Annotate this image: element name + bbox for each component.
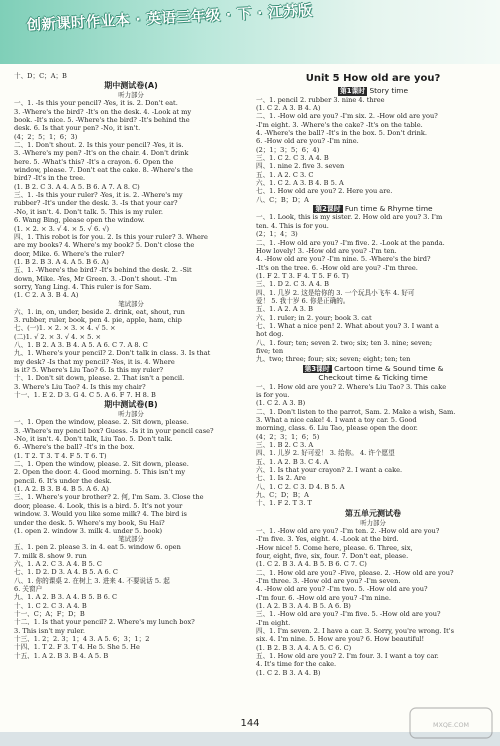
answer-line: 三、1. C 2. C 3. A 4. B xyxy=(256,153,329,162)
answer-line: (2；1；4；3) xyxy=(256,230,298,239)
answer-line: 六、1. ruler; in 2. your; book 3. cat xyxy=(256,313,372,322)
answer-line: 五、1. A 2. A 3. B xyxy=(256,305,313,314)
answer-line: 五、1. pen 2. please 3. in 4. eat 5. window 6. open xyxy=(14,543,181,552)
answer-line: 九、two; three; four; six; seven; eight; ten; ten xyxy=(256,355,411,364)
answer-line: (2；1；3；5；6；4) xyxy=(256,145,320,154)
answer-line: 4. -Where's the ball? -It's in the box. 5. Don't drink. xyxy=(256,128,427,137)
book-title: 创新课时作业本 · 英语三年级 · 下 · 江苏版 xyxy=(26,3,313,34)
lesson-title: Fun time & Rhyme time xyxy=(344,203,433,213)
answer-line: hot dog. xyxy=(256,330,284,339)
answer-line: (1. T 2. T 3. T 4. F 5. T 6. T) xyxy=(14,451,107,460)
answer-line: 十一、C；A；F；D；B xyxy=(14,609,85,618)
answer-line: (1. C 2. A 3. B) xyxy=(256,399,306,408)
answer-line: 六、1. Is that your crayon? 2. I want a cake. xyxy=(256,466,403,475)
lesson-title-continued: Checkout time & Ticking time xyxy=(318,373,428,383)
answer-line: 6. Wang Bing, please open the window. xyxy=(14,216,145,225)
answer-line: 八、1. B 2. A 3. B 4. A 5. A 6. C 7. A 8. C xyxy=(14,340,148,349)
answer-line: (1. B 2. B 3. A 4. A 5. C 6. C) xyxy=(256,643,352,652)
answer-line: 七、(一)1. × 2. × 3. × 4. √ 5. × xyxy=(14,324,116,333)
answer-line: 一、1. Open the window, please. 2. Sit down, please. xyxy=(14,418,189,427)
answer-line: 6. 关窗户 xyxy=(14,584,43,593)
answer-line: 3. -Where's my pen? -It's on the chair. 4. Don't drink xyxy=(14,149,189,158)
section-heading: 期中测试卷(B) xyxy=(104,400,158,410)
answer-line: 一、1. How old are you? 2. Where's Liu Tao? 3. This cake xyxy=(256,382,447,391)
answer-line: -I'm three. 3. -How old are you? -I'm seven. xyxy=(256,576,401,585)
answer-line: 十五、1. A 2. B 3. B 4. A 5. B xyxy=(14,651,109,660)
answer-line: 二、1. Don't shout. 2. Is this your pencil? -Yes, it is. xyxy=(14,141,184,150)
answer-line: 七、1. D 2. D 3. A 4. B 5. A 6. C xyxy=(14,568,118,577)
answer-line: 爱！ 5. 我十岁 6. 你是正确的。 xyxy=(256,296,350,305)
lesson-heading xyxy=(256,364,490,374)
answer-line: 二、1. How old are you? -Five, please. 2. -How old are you? xyxy=(256,568,454,577)
answer-line: 五、1. -Where's the bird? -It's behind the desk. 2. -Sit xyxy=(14,266,192,275)
answer-line: 五、1. A 2. C 3. C xyxy=(256,170,314,179)
answer-line: (1. C 2. B 3. A 4. B) xyxy=(256,668,321,677)
answer-line: 4. -How old are you? -I'm two. 5. -How old are you? xyxy=(256,585,428,594)
answer-line: 四、1. 几岁 2. 这是给你的 3. 一个玩具小飞车 4. 好可 xyxy=(256,288,415,297)
answer-line: 3. rubber, ruler, book, pen 4. pie, apple, ham, chip xyxy=(14,315,182,324)
subsection-heading: 笔试部分 xyxy=(118,299,144,308)
answer-line: are my books? 4. Where's my book? 5. Don't close the xyxy=(14,241,195,250)
answer-line: (1. open 2. window 3. milk 4. under 5. book) xyxy=(14,526,163,535)
answer-line: (1. × 2. × 3. √ 4. × 5. √ 6. √) xyxy=(14,224,110,233)
answer-line: 一、1. pencil 2. rubber 3. nine 4. three xyxy=(256,95,385,104)
answer-line: 一、1. -How old are you? -I'm ten. 2. -How old are you? xyxy=(256,526,440,535)
subsection-heading: 听力部分 xyxy=(118,410,144,419)
answer-line: my desk? -Is that my pencil? -Yes, it is. 4. Where xyxy=(14,357,175,366)
answer-line: 七、1. What a nice pen! 2. What about you? 3. I want a xyxy=(256,321,439,330)
answer-line: 六、1. in, on, under, beside 2. drink, eat, shout, run xyxy=(14,307,185,316)
answer-line: (1. C 2. B 3. A 4. B 5. B 6. C 7. C) xyxy=(256,560,367,569)
answer-line: 七、1. Is 2. Are xyxy=(256,474,306,483)
answer-line: 3. This isn't my ruler. xyxy=(14,626,85,635)
answer-line: 三、1. Where's your brother? 2. 何, I'm Sam. 3. Close the xyxy=(14,493,204,502)
lesson-badge: 第1课时 xyxy=(339,87,366,95)
answer-line: 三、1. D 2. C 3. A 4. B xyxy=(256,280,329,289)
answer-line: 九、1. Where's your pencil? 2. Don't talk in class. 3. Is that xyxy=(14,349,211,358)
answer-line: 八、1. C 2. C 3. D 4. B 5. A xyxy=(256,482,345,491)
answer-line: 六、1. A 2. C 3. A 4. B 5. C xyxy=(14,559,102,568)
answer-line: 十、1. C 2. C 3. A 4. B xyxy=(14,601,87,610)
lesson-heading xyxy=(256,204,490,214)
answer-line: 3. What a nice cake! 4. I want a toy car. 5. Good xyxy=(256,416,417,425)
subsection-heading: 听力部分 xyxy=(118,91,144,100)
lesson-heading xyxy=(256,86,490,96)
answer-line: is for you. xyxy=(256,391,290,399)
answer-line: down, Mike. -Yes, Mr Green. 3. -Don't shout. -I'm xyxy=(14,274,177,283)
answer-line: -No, it isn't. 4. Don't talk, Liu Tao. 5. Don't talk. xyxy=(14,435,173,444)
answer-line: 3. Where's Liu Tao? 4. Is this my chair? xyxy=(14,382,146,391)
answer-line: -I'm five. 3. Yes, eight. 4. -Look at the bird. xyxy=(256,535,399,544)
answer-line: 七、1. How old are you? 2. Here you are. xyxy=(256,187,393,196)
answer-line: -It's on the tree. 6. -How old are you? -I'm three. xyxy=(256,263,418,272)
answer-line: desk. 6. Is that your pen? -No, it isn't. xyxy=(14,124,141,133)
lesson-title: Story time xyxy=(369,86,409,95)
answer-line: four, eight, five, six, four. 7. Don't eat, please. xyxy=(256,551,409,560)
subsection-heading: 听力部分 xyxy=(360,518,386,527)
answer-line: door, please. 4. Look, this is a bird. 5. It's not your xyxy=(14,501,183,510)
lesson-badge: 第2课时 xyxy=(315,204,341,213)
answer-line: (1. B 2. C 3. A 4. A 5. B 6. A 7. A 8. C) xyxy=(14,182,140,191)
answer-line: six. 4. I'm nine. 5. How are you? 6. How beautiful! xyxy=(256,635,425,644)
answer-line: window. 3. Would you like some milk? 4. The bird is xyxy=(14,510,187,519)
answer-line: 四、1. This robot is for you. 2. Is this your ruler? 3. Where xyxy=(14,232,208,241)
answer-line: is it? 5. Where's Liu Tao? 6. Is this my ruler? xyxy=(14,366,164,374)
answer-line: rubber? -It's under the desk. 3. -Is that your car? xyxy=(14,199,178,208)
answer-line: 十四、1. T 2. F 3. T 4. He 5. She 5. He xyxy=(14,643,140,652)
answer-column-right xyxy=(256,72,490,677)
page-header xyxy=(0,0,500,64)
answer-line: 6. -How old are you? -I'm nine. xyxy=(256,137,359,146)
answer-line: 7. milk 8. show 9. run xyxy=(14,551,87,560)
answer-column-left xyxy=(14,72,248,660)
watermark-logo xyxy=(408,706,494,740)
answer-line: door, Mike. 6. Where's the ruler? xyxy=(14,249,125,258)
answer-line: (1. A 2. B 3. B 4. B 5. A 6. A) xyxy=(14,485,109,494)
answer-line: 四、1. I'm seven. 2. I have a car. 3. Sorry, you're wrong. It's xyxy=(256,626,454,635)
answer-line: 十、D；C；A；B xyxy=(14,72,67,80)
answer-line: 一、1. -Is this your pencil? -Yes, it is. 2. Don't eat. xyxy=(14,99,178,108)
answer-line: 五、1. How old are you? 2. I'm four. 3. I want a toy car. xyxy=(256,651,439,660)
answer-line: (二)1. √ 2. × 3. √ 4. × 5. × xyxy=(14,332,102,341)
answer-line: five; ten xyxy=(256,346,284,355)
watermark-text: MXQE.COM xyxy=(433,721,469,729)
answer-line: window, please. 7. Don't eat the cake. 8. -Where's the xyxy=(14,166,193,175)
answer-line: 四、1. 儿岁 2. 好可爱！ 3. 给你。 4. 许个愿望 xyxy=(256,449,395,458)
answer-line: 6. -Where's the ball? -It's in the box. xyxy=(14,443,135,452)
answer-line: -I'm eight. 3. -Where's the cake? -It's on the table. xyxy=(256,120,423,129)
answer-line: 三、1. B 2. C 3. A xyxy=(256,441,314,450)
answer-line: morning, class. 6. Liu Tao, please open the door. xyxy=(256,424,418,433)
answer-line: (4；2；3；1；6；5) xyxy=(256,432,320,441)
answer-line: 二、1. -How old are you? -I'm six. 2. -How old are you? xyxy=(256,112,438,121)
answer-line: -How nice! 5. Come here, please. 6. Three, six, xyxy=(256,543,413,552)
unit-title: Unit 5 How old are you? xyxy=(305,73,441,84)
answer-line: 十、1. F 2. T 3. T xyxy=(256,499,312,508)
page-number: 144 xyxy=(240,718,260,729)
answer-line: 十二、1. Is that your pencil? 2. Where's my lunch box? xyxy=(14,618,195,627)
answer-line: 2. Open the door. 4. Good morning. 5. This isn't my xyxy=(14,468,186,477)
answer-line: here. 5. -What's this? -It's a crayon. 6. Open the xyxy=(14,157,174,166)
answer-line: 二、1. Don't listen to the parrot, Sam. 2. Make a wish, Sam. xyxy=(256,407,456,416)
answer-line: (1. B 2. B 3. A 4. A 5. B 6. A) xyxy=(14,257,109,266)
answer-line: ten. 4. This is for you. xyxy=(256,221,329,230)
section-heading: 第五单元测试卷 xyxy=(345,508,401,518)
answer-line: 二、1. -How old are you? -I'm five. 2. -Look at the panda. xyxy=(256,238,445,247)
answer-line: 3. -Where's my pencil box? Guess. -Is it in your pencil case? xyxy=(14,426,214,435)
answer-line: 八、1. 你的课桌 2. 在树上 3. 进来 4. 不要说话 5. 起 xyxy=(14,576,170,585)
answer-line: 十一、1. E 2. D 3. G 4. C 5. A 6. F 7. H 8. B xyxy=(14,391,156,400)
answer-line: (1. F 2. T 3. F 4. T 5. F 6. T) xyxy=(256,271,349,280)
answer-line: 四、1. nine 2. five 3. seven xyxy=(256,162,345,171)
answer-line: -No, it isn't. 4. Don't talk. 5. This is my ruler. xyxy=(14,207,163,216)
answer-line: How lovely! 3. -How old are you? -I'm ten. xyxy=(256,246,397,255)
answer-line: 十、1. Don't sit down, please. 2. That isn't a pencil. xyxy=(14,374,185,383)
section-heading: 期中测试卷(A) xyxy=(104,81,158,91)
answer-line: book. -It's nice. 5. -Where's the bird? -It's behind the xyxy=(14,116,190,125)
answer-line: 九、C；D；B；A xyxy=(256,491,309,500)
lesson-badge: 第3课时 xyxy=(304,364,330,373)
answer-line: 六、1. C 2. A 3. B 4. B 5. A xyxy=(256,178,344,187)
answer-line: (1. C 2. A 3. B 4. A) xyxy=(256,103,321,112)
answer-line: 二、1. Open the window, please. 2. Sit down, please. xyxy=(14,460,189,469)
answer-line: 三、1. -How old are you? -I'm five. 5. -How old are you? xyxy=(256,610,441,619)
answer-line: (1. A 2. B 3. A 4. B 5. A 6. B) xyxy=(256,601,351,610)
answer-line: 五、1. A 2. B 3. C 4. A xyxy=(256,457,329,466)
answer-line: 八、C；B；D；A xyxy=(256,195,309,204)
answer-line: (4；2；5；1；6；3) xyxy=(14,132,78,141)
answer-line: -I'm four. 6. -How old are you? -I'm nine. xyxy=(256,593,391,602)
answer-line: sorry, Yang Ling. 4. This ruler is for Sam. xyxy=(14,282,152,291)
answer-line: 十三、1. 2；2. 3；1；4 3. A 5. 6；3；1；2 xyxy=(14,634,150,643)
answer-line: 三、1. -Is this your ruler? -Yes, it is. 2. -Where's my xyxy=(14,191,183,200)
answer-line: under the desk. 5. Where's my book, Su Hai? xyxy=(14,518,165,527)
answer-line: 3. -Where's the bird? -It's on the desk. 4. -Look at my xyxy=(14,107,192,116)
answer-line: pencil. 6. It's under the desk. xyxy=(14,476,112,485)
answer-line: 一、1. Look, this is my sister. 2. How old are you? 3. I'm xyxy=(256,213,443,222)
lesson-title: Cartoon time & Sound time & xyxy=(334,363,444,373)
answer-line: 4. It's time for the cake. xyxy=(256,660,337,669)
answer-line: 4. -How old are you? -I'm nine. 5. -Where's the bird? xyxy=(256,255,431,264)
answer-line: bird? -It's in the tree. xyxy=(14,174,86,183)
answer-line: 八、1. four; ten; seven 2. two; six; ten 3. nine; seven; xyxy=(256,338,433,347)
subsection-heading: 笔试部分 xyxy=(118,535,144,544)
answer-line: 九、1. A 2. B 3. A 4. B 5. B 6. C xyxy=(14,593,118,602)
answer-line: -I'm eight. xyxy=(256,618,291,627)
answer-line: (1. C 2. A 3. B 4. A) xyxy=(14,291,79,300)
